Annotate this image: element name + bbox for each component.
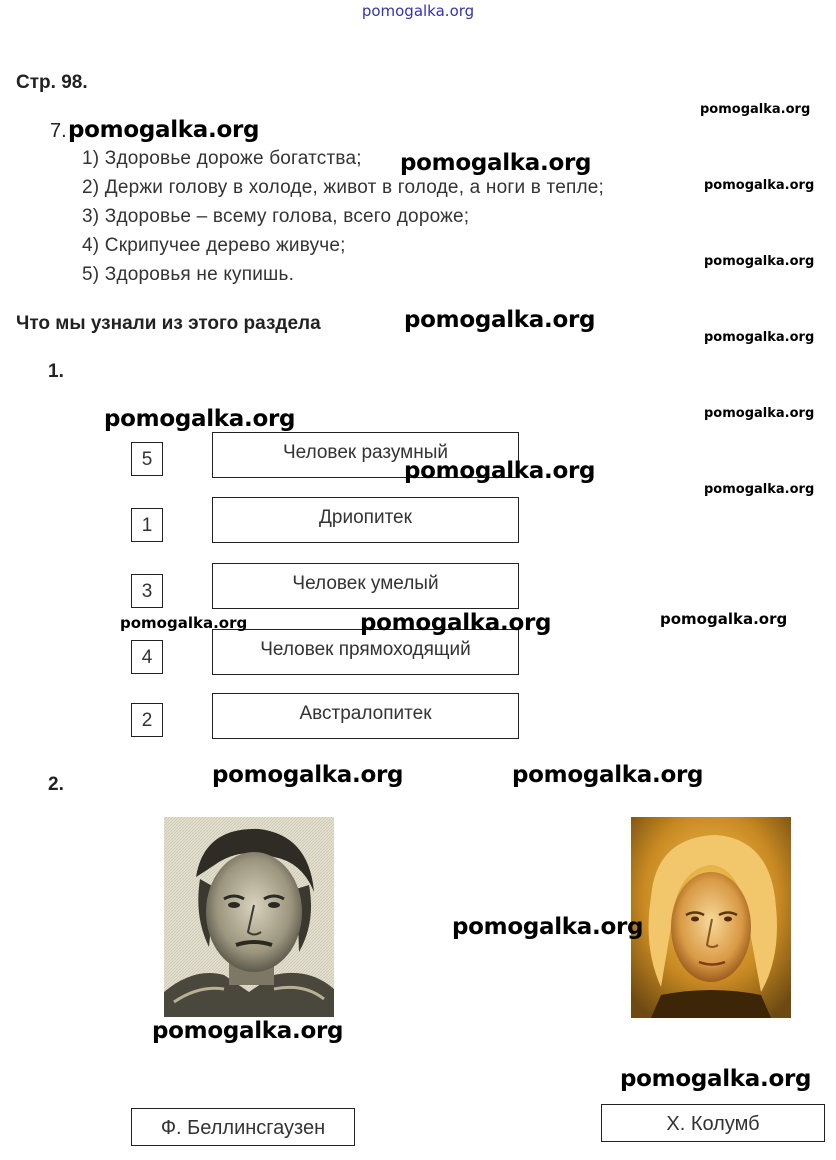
section-title: Что мы узнали из этого раздела bbox=[16, 313, 321, 334]
watermark: pomogalka.org bbox=[704, 406, 815, 421]
watermark: pomogalka.org bbox=[212, 762, 404, 788]
watermark: pomogalka.org bbox=[404, 458, 596, 484]
bellingshausen-portrait-image bbox=[164, 817, 334, 1017]
proverb-2: 2) Держи голову в холоде, живот в голоде, а ноги в тепле; bbox=[82, 177, 605, 198]
proverb-1: 1) Здоровье дороже богатства; bbox=[82, 148, 362, 169]
stage-box: Дриопитек bbox=[212, 497, 519, 543]
watermark: pomogalka.org bbox=[704, 482, 815, 497]
order-box: 5 bbox=[131, 442, 163, 476]
proverb-3: 3) Здоровье – всему голова, всего дороже; bbox=[82, 206, 470, 227]
stage-box: Человек разумный bbox=[212, 432, 519, 478]
watermark: pomogalka.org bbox=[512, 762, 704, 788]
page-title: Стр. 98. bbox=[16, 72, 88, 93]
watermark: pomogalka.org bbox=[660, 610, 788, 628]
site-link[interactable]: pomogalka.org bbox=[361, 2, 475, 20]
stage-box: Человек умелый bbox=[212, 563, 519, 609]
bellingshausen-portrait bbox=[164, 817, 334, 1017]
order-box: 3 bbox=[131, 574, 163, 608]
bellingshausen-name-box: Ф. Беллинсгаузен bbox=[131, 1108, 355, 1146]
order-box: 1 bbox=[131, 508, 163, 542]
watermark: pomogalka.org bbox=[620, 1066, 812, 1092]
task-7-number: 7. bbox=[50, 120, 67, 142]
watermark: pomogalka.org bbox=[452, 914, 644, 940]
stage-box: Австралопитек bbox=[212, 693, 519, 739]
watermark: pomogalka.org bbox=[152, 1018, 344, 1044]
watermark: pomogalka.org bbox=[404, 307, 596, 333]
watermark: pomogalka.org bbox=[704, 178, 815, 193]
order-box: 4 bbox=[131, 640, 163, 674]
stage-box: Человек прямоходящий bbox=[212, 629, 519, 675]
order-box: 2 bbox=[131, 703, 163, 737]
watermark: pomogalka.org bbox=[400, 150, 592, 176]
columbus-name-box: Х. Колумб bbox=[601, 1104, 825, 1142]
proverb-4: 4) Скрипучее дерево живуче; bbox=[82, 235, 346, 256]
task-1-number: 1. bbox=[48, 361, 64, 382]
watermark: pomogalka.org bbox=[700, 102, 811, 117]
watermark: pomogalka.org bbox=[704, 254, 815, 269]
watermark: pomogalka.org bbox=[104, 406, 296, 432]
columbus-portrait-image bbox=[631, 817, 791, 1018]
watermark: pomogalka.org bbox=[704, 330, 815, 345]
columbus-portrait bbox=[631, 817, 791, 1018]
watermark: pomogalka.org bbox=[68, 117, 260, 143]
task-2-number: 2. bbox=[48, 774, 64, 795]
proverb-5: 5) Здоровья не купишь. bbox=[82, 264, 295, 285]
watermark: pomogalka.org bbox=[120, 614, 248, 632]
watermark: pomogalka.org bbox=[360, 610, 552, 636]
